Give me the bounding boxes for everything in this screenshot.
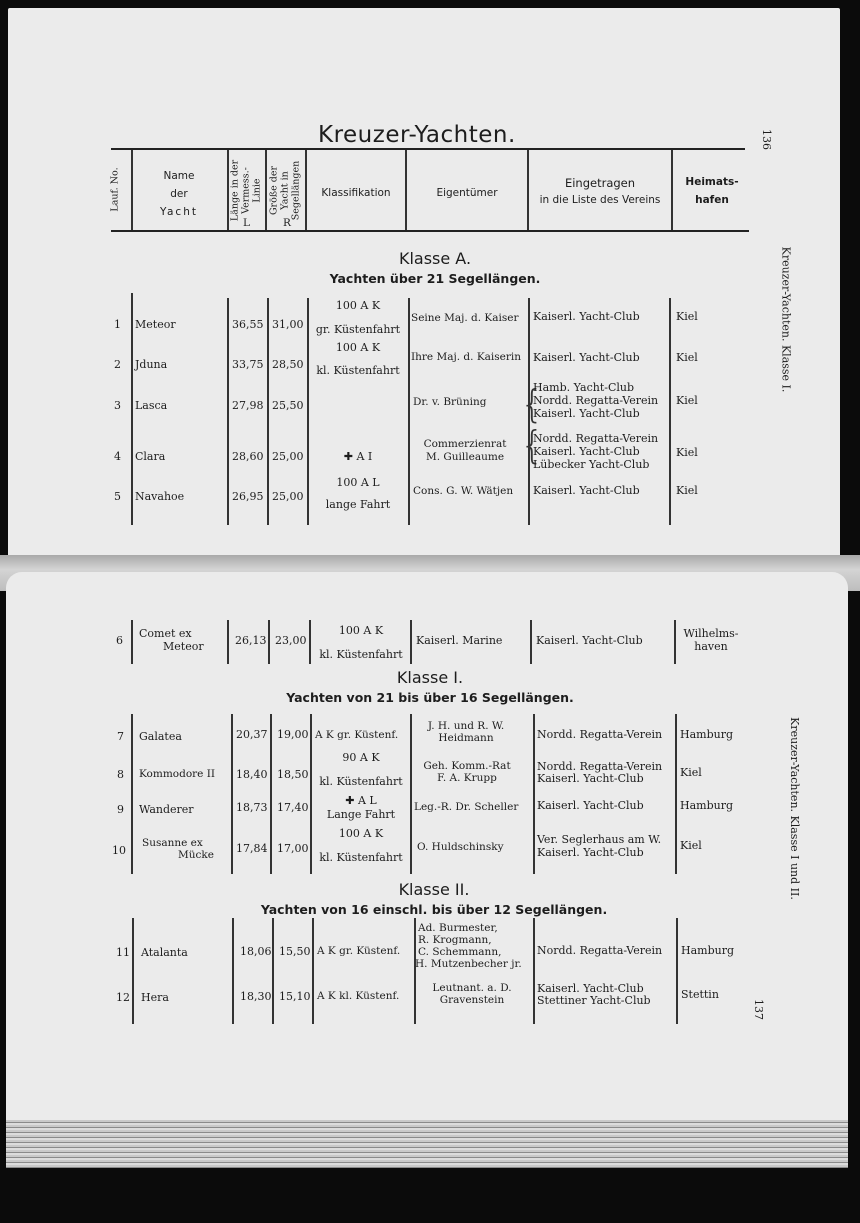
col-divider (414, 918, 416, 1024)
heimatshafen: Hamburg (680, 799, 734, 812)
club: Kaiserl. Yacht-Club (533, 310, 640, 323)
col-divider (310, 714, 312, 874)
col-divider (527, 150, 529, 230)
klassifikation-line2: lange Fahrt (325, 498, 391, 511)
klassifikation-line1: 100 A L (336, 476, 380, 489)
col-divider (227, 298, 229, 525)
klassifikation-line1: 90 A K (342, 751, 380, 764)
heimatshafen: Kiel (676, 394, 698, 407)
klasse-i-subheading: Yachten von 21 bis über 16 Segellängen. (286, 690, 574, 705)
col-divider (227, 620, 229, 664)
col-divider (232, 918, 234, 1024)
groesse-value: 15,50 (279, 945, 311, 958)
klassifikation-line1: ✚ A L (345, 794, 377, 807)
klasse-a-subheading: Yachten über 21 Segellängen. (329, 271, 541, 286)
yacht-name: Navahoe (135, 490, 185, 503)
club: Kaiserl. Yacht-Club (533, 484, 640, 497)
laenge-value: 26,95 (232, 490, 264, 503)
owner: R. Krogmann, (418, 934, 492, 946)
club: Kaiserl. Yacht-Club (537, 846, 644, 859)
col-divider (408, 298, 410, 525)
owner: M. Guilleaume (425, 451, 505, 463)
owner: H. Mutzenbecher jr. (415, 958, 522, 970)
col-divider (307, 298, 309, 525)
club: Nordd. Regatta-Verein (533, 432, 659, 445)
header-name-1: Name (163, 170, 195, 182)
running-head-top: Kreuzer-Yachten. Klasse I. (779, 246, 793, 393)
header-lauf-no: Lauf. No. (109, 167, 121, 212)
header-laenge-symbol: L (243, 217, 250, 229)
groesse-value: 18,50 (277, 768, 309, 781)
yacht-name: Lasca (135, 399, 168, 412)
laenge-value: 18,30 (240, 990, 272, 1003)
header-name-2: der (170, 188, 188, 200)
club: Kaiserl. Yacht-Club (533, 407, 640, 420)
col-divider (131, 620, 133, 664)
yacht-name: Jduna (135, 358, 168, 371)
club: Lübecker Yacht-Club (533, 458, 650, 471)
laenge-value: 28,60 (232, 450, 264, 463)
page-number-right: 137 (752, 999, 765, 1020)
owner: Leutnant. a. D. (432, 982, 512, 994)
row-number: 8 (117, 768, 124, 781)
laenge-value: 36,55 (232, 318, 264, 331)
groesse-value: 28,50 (272, 358, 304, 371)
heimatshafen: Kiel (676, 484, 698, 497)
header-laenge: Länge in der Vermess.- Linie (229, 159, 263, 222)
col-divider (267, 298, 269, 525)
col-divider (533, 714, 535, 874)
row-number: 6 (116, 634, 123, 647)
groesse-value: 15,10 (279, 990, 311, 1003)
bottom-page (6, 572, 848, 1127)
owner: Gravenstein (439, 994, 505, 1006)
yacht-name: Comet ex (139, 627, 192, 640)
owner: Heidmann (438, 732, 494, 744)
header-heimat-1: Heimats- (685, 176, 739, 188)
club: Ver. Seglerhaus am W. (537, 833, 662, 846)
col-divider (268, 620, 270, 664)
col-divider (270, 714, 272, 874)
col-divider (231, 714, 233, 874)
laenge-value: 18,40 (236, 768, 268, 781)
owner: Ihre Maj. d. Kaiserin (411, 351, 522, 363)
club: Hamb. Yacht-Club (533, 381, 635, 394)
yacht-name: Wanderer (139, 803, 194, 816)
top-page (8, 8, 840, 568)
yacht-name: Meteor (135, 318, 176, 331)
klassifikation-line2: kl. Küstenfahrt (319, 775, 403, 788)
brace-glyph: { (520, 382, 545, 426)
heimatshafen: Stettin (681, 988, 719, 1001)
col-divider (410, 620, 412, 664)
club: Nordd. Regatta-Verein (537, 728, 663, 741)
laenge-value: 26,13 (235, 634, 267, 647)
yacht-name: Atalanta (141, 946, 188, 959)
heimatshafen-2: haven (694, 640, 728, 653)
col-divider (132, 918, 134, 1024)
klasse-ii-subheading: Yachten von 16 einschl. bis über 12 Segellängen. (260, 902, 608, 917)
klassifikation-line1: 100 A K (338, 827, 384, 840)
page-title: Kreuzer-Yachten. (318, 122, 516, 148)
owner: Geh. Komm.-Rat (423, 760, 511, 772)
row-number: 1 (114, 318, 121, 331)
col-divider (227, 150, 229, 230)
club: Kaiserl. Yacht-Club (533, 351, 640, 364)
yacht-name: Hera (141, 991, 169, 1004)
klasse-ii-heading: Klasse II. (398, 880, 470, 899)
groesse-value: 31,00 (272, 318, 304, 331)
row-number: 10 (112, 844, 126, 857)
laenge-value: 17,84 (236, 842, 268, 855)
col-divider (405, 150, 407, 230)
row-number: 4 (114, 450, 121, 463)
klassifikation-line2: kl. Küstenfahrt (319, 648, 403, 661)
club: Nordd. Regatta-Verein (537, 944, 663, 957)
row-number: 5 (114, 490, 121, 503)
row-number: 7 (117, 730, 124, 743)
col-divider (305, 150, 307, 230)
heimatshafen: Hamburg (681, 944, 735, 957)
groesse-value: 19,00 (277, 728, 309, 741)
col-divider (309, 620, 311, 664)
header-eingetragen-2: in die Liste des Vereins (539, 194, 661, 206)
heimatshafen: Kiel (676, 310, 698, 323)
col-divider (265, 150, 267, 230)
groesse-value: 17,00 (277, 842, 309, 855)
header-top-rule (111, 148, 745, 150)
heimatshafen: Kiel (676, 351, 698, 364)
club: Kaiserl. Yacht-Club (536, 634, 643, 647)
club: Nordd. Regatta-Verein (533, 394, 659, 407)
owner: Ad. Burmester, (418, 922, 498, 934)
klassifikation-line1: 100 A K (335, 341, 381, 354)
laenge-value: 18,73 (236, 801, 268, 814)
yacht-name: Susanne ex (142, 837, 203, 849)
owner: Cons. G. W. Wätjen (413, 485, 514, 497)
groesse-value: 25,00 (272, 490, 304, 503)
groesse-value: 25,50 (272, 399, 304, 412)
laenge-value: 18,06 (240, 945, 272, 958)
page-edges (6, 1120, 848, 1168)
klasse-a-heading: Klasse A. (398, 249, 472, 268)
club: Kaiserl. Yacht-Club (537, 772, 644, 785)
groesse-value: 23,00 (275, 634, 307, 647)
klassifikation-line1: 100 A K (338, 624, 384, 637)
owner: J. H. und R. W. (427, 720, 505, 732)
owner: O. Huldschinsky (417, 841, 504, 853)
header-eigentuemer: Eigentümer (436, 187, 498, 199)
yacht-name: Kommodore II (139, 768, 216, 780)
page-number-left: 136 (760, 129, 773, 150)
owner: Dr. v. Brüning (413, 396, 487, 408)
row-number: 9 (117, 803, 124, 816)
header-bottom-rule (111, 230, 749, 232)
yacht-name: Clara (135, 450, 166, 463)
header-eingetragen-1: Eingetragen (564, 176, 636, 190)
col-divider (312, 918, 314, 1024)
klassifikation-line1: 100 A K (335, 299, 381, 312)
running-head-bottom: Kreuzer-Yachten. Klasse I und II. (787, 717, 801, 900)
club: Kaiserl. Yacht-Club (537, 982, 644, 995)
owner: Seine Maj. d. Kaiser (411, 312, 519, 324)
club: Kaiserl. Yacht-Club (537, 799, 644, 812)
header-klassifikation: Klassifikation (321, 187, 391, 199)
groesse-value: 25,00 (272, 450, 304, 463)
brace-glyph: { (520, 423, 545, 467)
col-divider (530, 620, 532, 664)
row-number: 11 (116, 946, 130, 959)
heimatshafen: Wilhelms- (683, 627, 739, 640)
heimatshafen: Kiel (680, 839, 702, 852)
club: Stettiner Yacht-Club (537, 994, 651, 1007)
owner: Kaiserl. Marine (416, 634, 503, 647)
col-divider (675, 714, 677, 874)
club: Kaiserl. Yacht-Club (533, 445, 640, 458)
row-number: 3 (114, 399, 121, 412)
col-divider (669, 298, 671, 525)
owner: F. A. Krupp (437, 772, 497, 784)
klassifikation-line1: A K gr. Küstenf. (315, 729, 399, 741)
col-divider (131, 714, 133, 874)
owner: Commerzienrat (423, 438, 507, 450)
yacht-name-2: Meteor (163, 640, 204, 653)
heimatshafen: Hamburg (680, 728, 734, 741)
heimatshafen: Kiel (676, 446, 698, 459)
col-divider (272, 918, 274, 1024)
yacht-name-2: Mücke (178, 849, 214, 861)
owner: Leg.-R. Dr. Scheller (414, 801, 519, 813)
laenge-value: 20,37 (236, 728, 268, 741)
header-name-3: Yacht (160, 206, 198, 218)
klassifikation-line2: kl. Küstenfahrt (316, 364, 400, 377)
klassifikation-line2: Lange Fahrt (326, 808, 396, 821)
klassifikation-line1: A K kl. Küstenf. (317, 990, 400, 1002)
row-number: 2 (114, 358, 121, 371)
row-number: 12 (116, 991, 130, 1004)
owner: C. Schemmann, (418, 946, 502, 958)
col-divider (671, 150, 673, 230)
col-divider (533, 918, 535, 1024)
klasse-i-heading: Klasse I. (396, 668, 464, 687)
col-divider (131, 293, 133, 525)
klassifikation-line1: ✚ A I (343, 450, 373, 463)
groesse-value: 17,40 (277, 801, 309, 814)
header-groesse: Größe der Yacht in Segellängen (268, 160, 302, 221)
header-heimat-2: hafen (695, 194, 729, 206)
klassifikation-line2: gr. Küstenfahrt (315, 323, 401, 336)
col-divider (676, 918, 678, 1024)
header-groesse-symbol: R (283, 217, 291, 229)
yacht-name: Galatea (139, 730, 182, 743)
heimatshafen: Kiel (680, 766, 702, 779)
club: Nordd. Regatta-Verein (537, 760, 663, 773)
klassifikation-line2: kl. Küstenfahrt (319, 851, 403, 864)
klassifikation-line1: A K gr. Küstenf. (317, 945, 401, 957)
laenge-value: 33,75 (232, 358, 264, 371)
col-divider (131, 150, 133, 230)
laenge-value: 27,98 (232, 399, 264, 412)
